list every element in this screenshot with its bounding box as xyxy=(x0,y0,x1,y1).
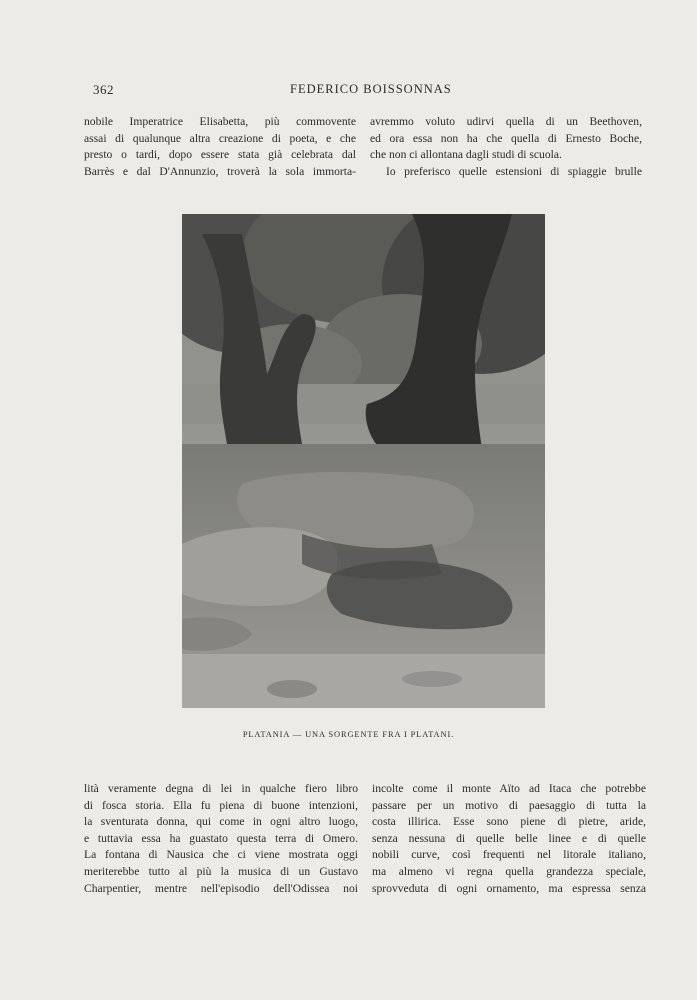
text-line: nobile Imperatrice Elisabetta, più commovente xyxy=(84,115,356,128)
text-line: presto o tardi, dopo essere stata già celebrata dal xyxy=(84,148,356,162)
text-line: meriterebbe tutto al più la musica di un Gustavo xyxy=(84,864,358,878)
text-line: ma almeno vi regna quella grandezza speciale, xyxy=(372,864,646,878)
page-number: 362 xyxy=(93,82,114,97)
text-line: lità veramente degna di lei in qualche fiero libro xyxy=(84,782,358,795)
running-head: FEDERICO BOISSONNAS xyxy=(290,82,452,96)
text-line: avremmo voluto udirvi quella di un Beethoven, xyxy=(370,115,642,128)
text-line: la sventurata donna, qui come in ogni altro luogo, xyxy=(84,815,358,829)
text-line: di fosca storia. Ella fu piena di buone intenzioni, xyxy=(84,798,358,812)
text-line: e tuttavia essa ha guastato questa terra di Omero. xyxy=(84,831,358,845)
figure-caption: PLATANIA — UNA SORGENTE FRA I PLATANI. xyxy=(242,730,455,739)
text-line: sprovveduta di ogni ornamento, ma espressa senza xyxy=(372,881,646,895)
text-column-bottom-left xyxy=(84,781,358,897)
text-line: passare per un motivo di paesaggio di tutta la xyxy=(372,798,646,812)
text-column-top-right xyxy=(370,114,642,180)
text-line: incolte come il monte Aïto ad Itaca che potrebbe xyxy=(372,782,646,795)
text-line: nobili curve, così frequenti nel litorale italiano, xyxy=(372,848,646,862)
text-line: Charpentier, mentre nell'episodio dell'Odissea noi xyxy=(84,881,358,895)
text-line: La fontana di Nausica che ci viene mostrata oggi xyxy=(84,848,358,862)
text-line: Io preferisco quelle estensioni di spiaggie brulle xyxy=(386,164,642,178)
text-line: costa illirica. Esse sono piene di pietre, aride, xyxy=(372,815,646,829)
text-line: senza nessuna di quelle belle linee e di quelle xyxy=(372,831,646,845)
text-line: assai di qualunque altra creazione di poeta, e che xyxy=(84,131,356,145)
photograph-plane-trees-spring xyxy=(182,214,545,708)
text-line: Barrès e dal D'Annunzio, troverà la sola immorta- xyxy=(84,164,356,178)
text-line: ed ora essa non ha che quella di Ernesto Boche, xyxy=(370,131,642,145)
text-column-bottom-right xyxy=(372,781,646,897)
text-line: che non ci allontana dagli studi di scuola. xyxy=(370,148,562,162)
text-column-top-left xyxy=(84,114,356,180)
